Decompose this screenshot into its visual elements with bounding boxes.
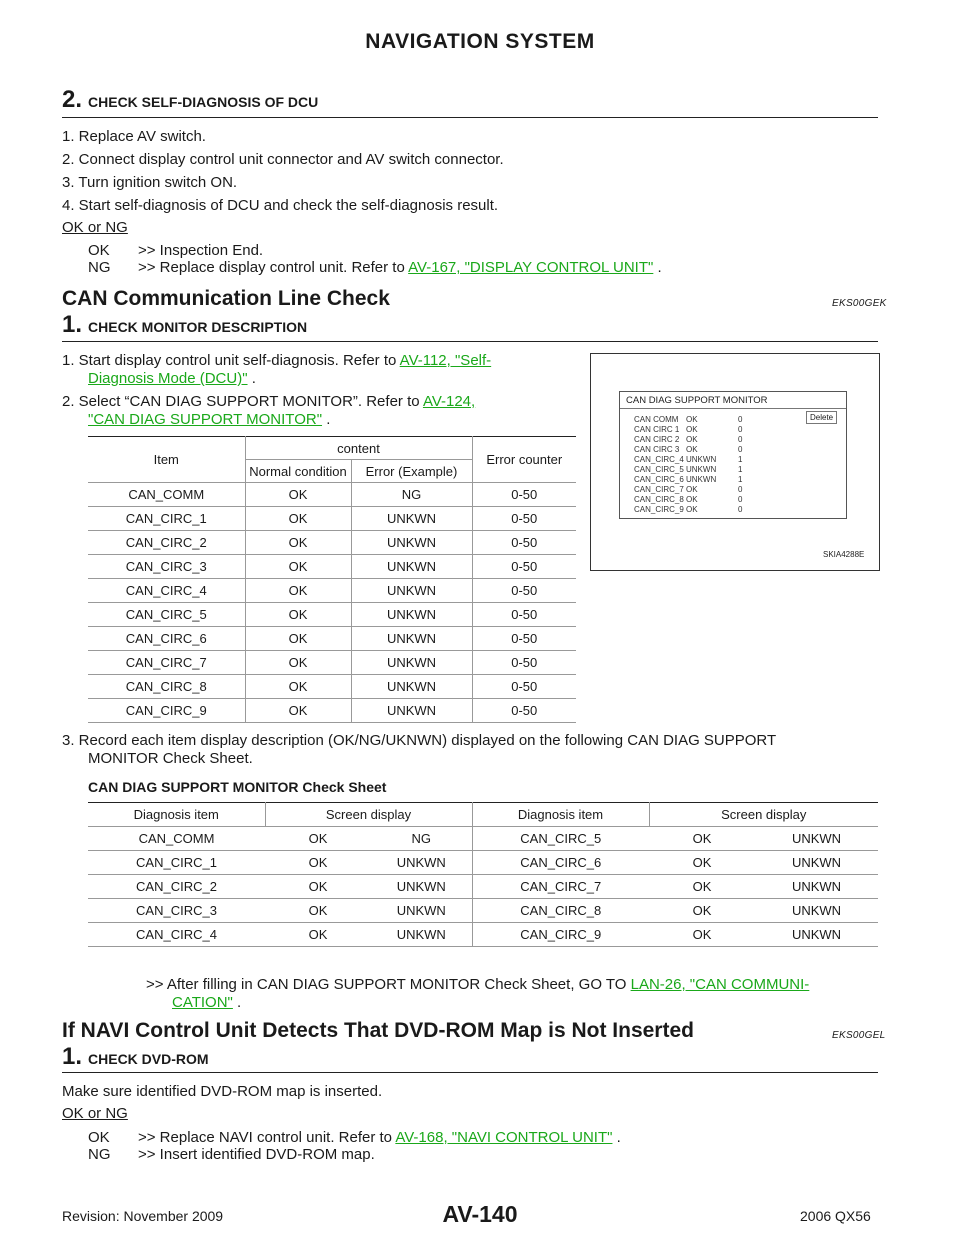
table-row	[88, 827, 878, 851]
after-fill-body: >> After filling in CAN DIAG SUPPORT MONITOR Check Sheet, GO TO	[146, 976, 631, 993]
screen-row	[634, 465, 758, 475]
step-heading-monitor	[62, 311, 307, 339]
column-header-diagnosis-item: Diagnosis item	[472, 803, 649, 827]
ng-label: NG	[88, 1146, 111, 1163]
table-cell: 0-50	[472, 699, 576, 723]
table-row	[88, 875, 878, 899]
screen-cell: OK	[686, 485, 698, 494]
table-cell: 0-50	[472, 675, 576, 699]
table-cell: UNKWN	[755, 923, 878, 947]
table-cell: UNKWN	[351, 699, 472, 723]
link-av-168[interactable]: AV-168, "NAVI CONTROL UNIT"	[395, 1129, 613, 1146]
table-cell: CAN_CIRC_5	[88, 603, 245, 627]
list-item-after: .	[247, 370, 256, 387]
list-item: 1. Replace AV switch.	[62, 128, 206, 145]
screen-cell: CAN_CIRC_7	[634, 485, 684, 494]
table-row	[88, 651, 576, 675]
screen-cell: CAN_CIRC_4	[634, 455, 684, 464]
table-cell: UNKWN	[755, 899, 878, 923]
list-item	[62, 352, 491, 370]
check-sheet-table	[88, 802, 878, 947]
table-row	[88, 603, 576, 627]
ng-result-after: .	[653, 259, 662, 276]
section-title-can: CAN Communication Line Check	[62, 287, 390, 310]
table-cell: UNKWN	[351, 531, 472, 555]
table-cell: CAN_CIRC_9	[472, 923, 649, 947]
monitor-item-table	[88, 436, 576, 723]
list-item: 4. Start self-diagnosis of DCU and check the self-diagnosis result.	[62, 197, 499, 214]
screen-cell: CAN_CIRC_9	[634, 505, 684, 514]
table-cell: OK	[245, 555, 351, 579]
table-cell: CAN_CIRC_6	[472, 851, 649, 875]
list-item-text: 2. Select “CAN DIAG SUPPORT MONITOR”. Refer to	[62, 393, 423, 410]
list-item-continued	[88, 370, 256, 388]
screen-row	[634, 425, 758, 435]
ng-label: NG	[88, 259, 111, 276]
table-cell: 0-50	[472, 483, 576, 507]
screen-cell: OK	[686, 505, 698, 514]
list-item-continued	[88, 411, 330, 429]
table-row	[88, 531, 576, 555]
table-cell: OK	[245, 699, 351, 723]
table-cell: NG	[351, 483, 472, 507]
table-cell: UNKWN	[351, 651, 472, 675]
after-fill-text	[146, 976, 809, 994]
list-item: 3. Turn ignition switch ON.	[62, 174, 238, 191]
table-cell: CAN_CIRC_4	[88, 923, 265, 947]
table-row	[88, 579, 576, 603]
table-cell: UNKWN	[351, 675, 472, 699]
table-cell: OK	[265, 827, 371, 851]
ok-result	[138, 1129, 621, 1147]
table-cell: UNKWN	[351, 579, 472, 603]
table-cell: UNKWN	[351, 507, 472, 531]
screen-title-divider	[620, 408, 846, 409]
table-row	[88, 851, 878, 875]
step-title: CHECK DVD-ROM	[88, 1051, 209, 1067]
table-cell: 0-50	[472, 627, 576, 651]
table-cell: UNKWN	[371, 923, 472, 947]
table-cell: CAN_CIRC_8	[88, 675, 245, 699]
table-cell: OK	[245, 603, 351, 627]
divider	[62, 341, 878, 342]
screen-cell: 0	[738, 425, 743, 434]
step-heading-dcu	[62, 86, 318, 114]
column-header-error-example: Error (Example)	[351, 460, 472, 483]
step-heading-dvd	[62, 1043, 209, 1071]
screen-row	[634, 435, 758, 445]
screen-cell: CAN_CIRC_8	[634, 495, 684, 504]
table-cell: CAN_CIRC_3	[88, 899, 265, 923]
step-number: 1.	[62, 311, 83, 338]
screen-cell: CAN_CIRC_6	[634, 475, 684, 484]
column-header-content: content	[245, 437, 472, 460]
screen-row	[634, 495, 758, 505]
table-cell: CAN_CIRC_7	[472, 875, 649, 899]
screen-cell: 0	[738, 445, 743, 454]
column-header-error-counter: Error counter	[472, 437, 576, 483]
section-code-navi: EKS00GEL	[832, 1030, 886, 1041]
screen-row	[634, 455, 758, 465]
ng-result	[138, 259, 662, 277]
table-cell: CAN_CIRC_3	[88, 555, 245, 579]
table-cell: UNKWN	[755, 875, 878, 899]
section-title-navi: If NAVI Control Unit Detects That DVD-ROM Map is Not Inserted	[62, 1019, 694, 1042]
table-cell: OK	[265, 923, 371, 947]
link-lan-26[interactable]: LAN-26, "CAN COMMUNI-	[630, 976, 810, 993]
column-header-diagnosis-item: Diagnosis item	[88, 803, 265, 827]
table-cell: CAN_CIRC_1	[88, 507, 245, 531]
table-cell: 0-50	[472, 603, 576, 627]
table-cell: OK	[265, 875, 371, 899]
table-cell: CAN_COMM	[88, 827, 265, 851]
figure-code: SKIA4288E	[823, 550, 865, 559]
screen-cell: UNKWN	[686, 475, 717, 484]
footer-page-number: AV-140	[442, 1201, 518, 1227]
table-cell: OK	[265, 851, 371, 875]
ok-result-after: .	[612, 1129, 621, 1146]
table-cell: UNKWN	[371, 851, 472, 875]
screen-cell: 0	[738, 435, 743, 444]
table-row	[88, 555, 576, 579]
column-header-screen-display: Screen display	[649, 803, 878, 827]
screen-cell: UNKWN	[686, 455, 717, 464]
screen-cell: OK	[686, 435, 698, 444]
screen-cell: UNKWN	[686, 465, 717, 474]
table-cell: UNKWN	[351, 627, 472, 651]
screen-cell: OK	[686, 425, 698, 434]
list-item: 3. Record each item display description (OK/NG/UKNWN) displayed on the following CAN DIAG SUPPORT	[62, 732, 777, 749]
table-cell: 0-50	[472, 651, 576, 675]
table-cell: UNKWN	[351, 555, 472, 579]
step-number: 1.	[62, 1043, 83, 1070]
divider	[62, 1072, 878, 1073]
table-cell: CAN_CIRC_2	[88, 531, 245, 555]
table-row	[88, 627, 576, 651]
table-body	[88, 483, 576, 723]
step-number: 2.	[62, 86, 83, 113]
list-item: 2. Connect display control unit connector and AV switch connector.	[62, 151, 504, 168]
table-cell: UNKWN	[371, 875, 472, 899]
link-av-112-cont[interactable]: Diagnosis Mode (DCU)"	[88, 370, 248, 387]
table-cell: OK	[649, 875, 755, 899]
ok-label: OK	[88, 242, 110, 259]
screen-cell: OK	[686, 415, 698, 424]
screen-row	[634, 485, 758, 495]
step-title: CHECK SELF-DIAGNOSIS OF DCU	[88, 94, 319, 110]
monitor-figure	[590, 353, 880, 571]
screen-cell: CAN COMM	[634, 415, 679, 424]
table-cell: OK	[245, 483, 351, 507]
screen-rows	[634, 415, 758, 515]
footer-revision: Revision: November 2009	[62, 1208, 224, 1224]
table-cell: 0-50	[472, 507, 576, 531]
column-header-item: Item	[88, 437, 245, 483]
ok-ng-label: OK or NG	[62, 219, 128, 236]
table-cell: UNKWN	[351, 603, 472, 627]
after-fill-continued	[172, 994, 241, 1012]
table-cell: CAN_CIRC_2	[88, 875, 265, 899]
instruction-text: Make sure identified DVD-ROM map is inserted.	[62, 1083, 383, 1100]
screen-cell: OK	[686, 445, 698, 454]
section-code-can: EKS00GEK	[832, 298, 887, 309]
table-cell: NG	[371, 827, 472, 851]
screen-cell: CAN CIRC 3	[634, 445, 680, 454]
screen-cell: 1	[738, 465, 743, 474]
screen-cell: 0	[738, 485, 743, 494]
screen-row	[634, 415, 758, 425]
screen-cell: 0	[738, 495, 743, 504]
table-cell: OK	[245, 651, 351, 675]
screen-cell: CAN CIRC 1	[634, 425, 680, 434]
table-cell: OK	[245, 675, 351, 699]
screen-cell: 0	[738, 505, 743, 514]
monitor-screen	[619, 391, 847, 519]
link-av-167[interactable]: AV-167, "DISPLAY CONTROL UNIT"	[408, 259, 654, 276]
table-cell: OK	[245, 531, 351, 555]
screen-cell: 0	[738, 415, 743, 424]
link-av-124-cont[interactable]: "CAN DIAG SUPPORT MONITOR"	[88, 411, 323, 428]
screen-row	[634, 505, 758, 515]
table-cell: 0-50	[472, 531, 576, 555]
link-av-124[interactable]: AV-124,	[422, 393, 476, 410]
table-row	[88, 923, 878, 947]
table-cell: OK	[649, 827, 755, 851]
list-item	[62, 393, 475, 411]
delete-button[interactable]: Delete	[806, 411, 837, 424]
link-av-112[interactable]: AV-112, "Self-	[399, 352, 492, 369]
table-cell: OK	[265, 899, 371, 923]
divider	[62, 117, 878, 118]
table-cell: OK	[245, 627, 351, 651]
footer-model: 2006 QX56	[800, 1208, 871, 1224]
table-cell: UNKWN	[755, 827, 878, 851]
screen-cell: CAN_CIRC_5	[634, 465, 684, 474]
table-cell: CAN_COMM	[88, 483, 245, 507]
table-row	[88, 675, 576, 699]
table-cell: OK	[649, 899, 755, 923]
table-cell: CAN_CIRC_5	[472, 827, 649, 851]
column-header-screen-display: Screen display	[265, 803, 472, 827]
table-cell: 0-50	[472, 579, 576, 603]
table-cell: CAN_CIRC_7	[88, 651, 245, 675]
screen-cell: 1	[738, 455, 743, 464]
screen-row	[634, 445, 758, 455]
list-item-continued: MONITOR Check Sheet.	[88, 750, 253, 767]
table-cell: OK	[649, 851, 755, 875]
screen-cell: CAN CIRC 2	[634, 435, 680, 444]
table-row	[88, 899, 878, 923]
check-sheet-title: CAN DIAG SUPPORT MONITOR Check Sheet	[88, 779, 387, 795]
column-header-normal: Normal condition	[245, 460, 351, 483]
ok-result-text: >> Replace NAVI control unit. Refer to	[138, 1129, 396, 1146]
table-cell: CAN_CIRC_9	[88, 699, 245, 723]
table-cell: UNKWN	[755, 851, 878, 875]
ng-result-text: >> Replace display control unit. Refer to	[138, 259, 409, 276]
ok-ng-label: OK or NG	[62, 1105, 128, 1122]
table-cell: UNKWN	[371, 899, 472, 923]
table-cell: CAN_CIRC_6	[88, 627, 245, 651]
after-fill-after: .	[232, 994, 242, 1011]
table-cell: CAN_CIRC_4	[88, 579, 245, 603]
ok-result: >> Inspection End.	[138, 242, 264, 259]
step-title: CHECK MONITOR DESCRIPTION	[88, 319, 308, 335]
screen-cell: OK	[686, 495, 698, 504]
table-body	[88, 827, 878, 947]
screen-title: CAN DIAG SUPPORT MONITOR	[626, 395, 768, 406]
ok-label: OK	[88, 1129, 110, 1146]
table-row	[88, 699, 576, 723]
screen-cell: 1	[738, 475, 743, 484]
link-lan-26-cont[interactable]: CATION"	[172, 994, 233, 1011]
page-header-title: NAVIGATION SYSTEM	[365, 30, 595, 53]
list-item-after: .	[322, 411, 331, 428]
table-row	[88, 483, 576, 507]
ng-result: >> Insert identified DVD-ROM map.	[138, 1146, 375, 1163]
screen-row	[634, 475, 758, 485]
table-cell: OK	[245, 507, 351, 531]
list-item-text: 1. Start display control unit self-diagnosis. Refer to	[62, 352, 400, 369]
table-cell: OK	[649, 923, 755, 947]
table-cell: CAN_CIRC_1	[88, 851, 265, 875]
table-cell: OK	[245, 579, 351, 603]
table-cell: 0-50	[472, 555, 576, 579]
table-row	[88, 507, 576, 531]
table-cell: CAN_CIRC_8	[472, 899, 649, 923]
